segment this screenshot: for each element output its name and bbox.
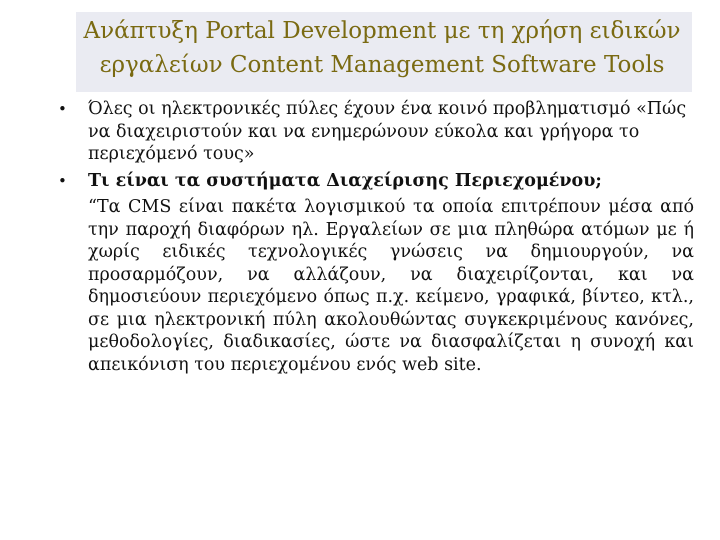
bullet-heading: Τι είναι τα συστήματα Διαχείρισης Περιεχομένου; [88, 170, 602, 191]
bullet-text: Όλες οι ηλεκτρονικές πύλες έχουν ένα κοινό προβληματισμό «Πώς να διαχειριστούν και να ενημερώνουν εύκολα και γρήγορα το περιεχόμενό τους» [88, 99, 687, 164]
bullet-item [58, 98, 694, 166]
bullet-list [58, 98, 694, 376]
slide-title: Ανάπτυξη Portal Development με τη χρήση ειδικών εργαλείων Content Management Software Tools [83, 18, 681, 78]
bullet-item [58, 170, 694, 377]
bullet-icon: • [58, 171, 67, 190]
definition-text: “Τα CMS είναι πακέτα λογισμικού τα οποία επιτρέπουν μέσα από την παροχή διαφόρων ηλ. Εργαλείων σε μια πληθώρα ατόμων με ή χωρίς ειδικές τεχνολογικές γνώσεις να δημιουργούν, να προσαρμόζουν, να αλλάζουν, να διαχειρίζονται, και να δημοσιεύουν περιεχόμενο όπως π.χ. κείμενο, γραφικά, βίντεο, κτλ., σε μια ηλεκτρονική πύλη ακολουθώντας συγκεκριμένους κανόνες, μεθοδολογίες, διαδικασίες, ώστε να διασφαλίζεται η συνοχή και απεικόνιση του περιεχομένου ενός web site. [88, 197, 694, 375]
bullet-icon: • [58, 100, 67, 118]
